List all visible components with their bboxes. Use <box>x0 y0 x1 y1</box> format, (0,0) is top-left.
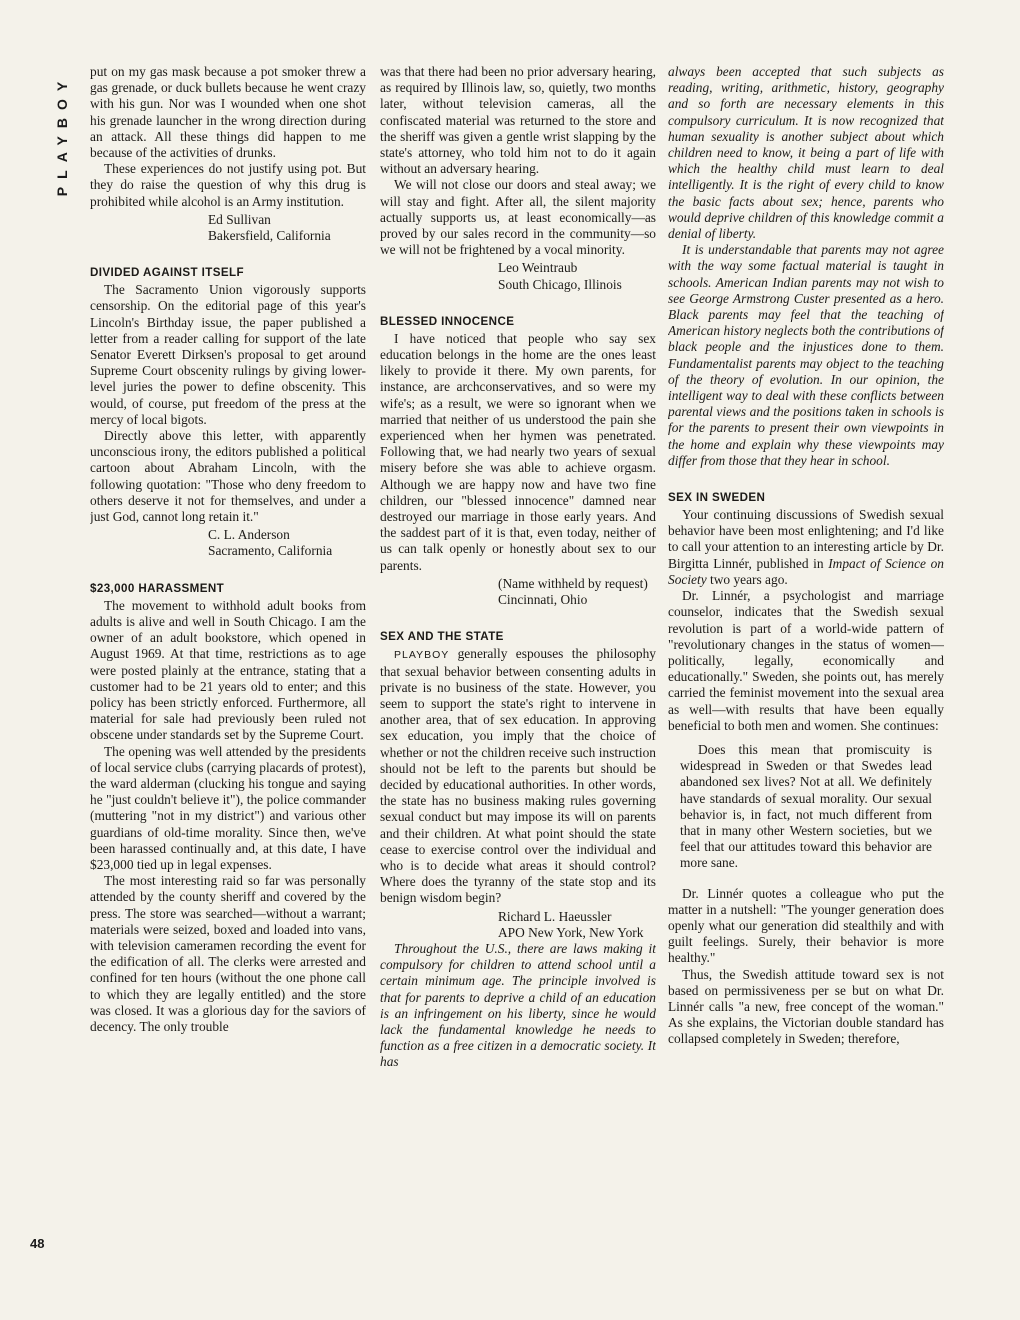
paragraph: The movement to withhold adult books from adults is alive and well in South Chicago. I am the owner of an adult bookstore, which opened in August 1969. At that time, restrictions as to age were posted plainly at the entrance, stating that a customer had to be 21 years old to enter; and this policy has been strictly enforced. Furthermore, all material for sale had previously been ruled not obscene under standards set by the Supreme Court. <box>90 597 366 743</box>
signature-place: Cincinnati, Ohio <box>498 592 588 608</box>
paragraph: put on my gas mask because a pot smoker threw a gas grenade, or duck bullets because he went crazy with his gun. Nor was I wounded when one shot his grenade launcher in the wrong direction during an attack. All these things did happen to me because of the activities of drunks. <box>90 64 366 161</box>
editor-reply: Throughout the U.S., there are laws making it compulsory for children to attend school until a certain minimum age. The principle involved is that for parents to deprive a child of an education is an infringement on his liberty, since he would lack the fundamental knowledge he needs to function as a free citizen in a democratic society. It has <box>380 940 656 1070</box>
signature-name: C. L. Anderson <box>208 527 290 543</box>
paragraph: Dr. Linnér, a psychologist and marriage counselor, indicates that the Swedish sexual revolution is part of a world-wide pattern of "revolutionary changes in the status of women—politically, legally, economically and educationally." Sweden, she points out, has merely carried the feminist movement into the sexual area as well—with results that have been equally beneficial to both men and women. She continues: <box>668 588 944 733</box>
signature-name: Ed Sullivan <box>208 211 271 227</box>
paragraph <box>668 507 944 588</box>
column-3 <box>668 64 944 1264</box>
paragraph-text: two years ago. <box>706 571 788 587</box>
paragraph-text: Your continuing discussions of Swedish sexual behavior have been most enlightening; and I'd like to call your attention to an interesting article by Dr. Birgitta Linnér, published in <box>668 507 944 571</box>
signature-name: Leo Weintraub <box>498 260 578 276</box>
section-heading: SEX AND THE STATE <box>380 630 504 644</box>
section-heading: $23,000 HARASSMENT <box>90 581 225 595</box>
editor-reply: It is understandable that parents may not agree with the way some factual material is taught in schools. American Indian parents may not wish to see George Armstrong Custer presented as a hero. Black parents may feel that the teaching of American history neglects both the contributions of black people and the injustices done to them. Fundamentalist parents may object to the teaching of the theory of evolution. In our opinion, the intelligent way to deal with these conflicts between parental views and the positions taken in schools is for the parents to present their own viewpoints in the home and explain why these viewpoints may differ from those that they hear in school. <box>668 242 944 468</box>
paragraph: The Sacramento Union vigorously supports censorship. On the editorial page of this year's Lincoln's Birthday issue, the paper published a letter from a reader calling for support of the late Senator Everett Dirksen's proposal to get around Supreme Court obscenity rulings by giving lower-level juries the power to define obscenity. This would, of course, put freedom of the press at the mercy of local bigots. <box>90 282 366 427</box>
paragraph: Directly above this letter, with apparently unconscious irony, the editors published a political cartoon about Abraham Lincoln, with the following quotation: "Those who deny freedom to others deserve it not for themselves, and under a just God, cannot long retain it." <box>90 428 366 525</box>
column-1 <box>90 64 366 1264</box>
paragraph: These experiences do not justify using pot. But they do raise the question of why this drug is prohibited while alcohol is an Army institution. <box>90 161 366 209</box>
section-heading: SEX IN SWEDEN <box>668 491 766 505</box>
magazine-name: PLAYBOY <box>54 73 71 197</box>
signature-place: APO New York, New York <box>498 924 644 940</box>
paragraph: I have noticed that people who say sex education belongs in the home are the ones least likely to provide it there. My own parents, for instance, are archconservatives, and so were my wife's; as a result, we were so ignorant when we married that neither of us understood the pain she experienced when her hymen was penetrated. Following that, we had nearly two years of sexual misery before she was able to achieve orgasm. Although we are happy now and have two fine children, our "blessed innocence" damned near destroyed our marriage in those early years. And the saddest part of it is that, even today, neither of us can talk openly or honestly about sex to our parents. <box>380 330 656 573</box>
signature-place: Sacramento, California <box>208 543 333 559</box>
paragraph: We will not close our doors and steal away; we will stay and fight. After all, the silent majority actually supports us, at least economically—as proved by our sales record in the community—so we will not be frightened by a vocal minority. <box>380 177 656 258</box>
signature-place: South Chicago, Illinois <box>498 276 622 292</box>
section-heading: BLESSED INNOCENCE <box>380 314 515 328</box>
column-2 <box>380 64 656 1264</box>
signature-place: Bakersfield, California <box>208 228 331 244</box>
paragraph: The opening was well attended by the presidents of local service clubs (carrying placards of protest), the ward alderman (clucking his tongue and saying he "just couldn't believe it"), the police commander (muttering "not in my district") and various other guardians of old-time morality. Since then, we've been harassed continually and, at this date, I have $23,000 tied up in legal expenses. <box>90 743 366 872</box>
editor-reply: always been accepted that such subjects as reading, writing, arithmetic, history, geography and so forth are necessary elements in this compulsory curriculum. It is now recognized that human sexuality is another subject about which children need to know, it being a part of life with which the healthy child must learn to deal intelligently. It is the right of every child to know the basic facts about sex; hence, parents who would deprive children of this knowledge commit a denial of liberty. <box>668 64 944 242</box>
signature-name: (Name withheld by request) <box>498 575 648 591</box>
playboy-smallcaps: PLAYBOY <box>394 649 450 662</box>
paragraph: was that there had been no prior adversary hearing, as required by Illinois law, so, quietly, two months later, without television cameras, all the confiscated material was returned to the store and the sheriff was given a gentle wrist slapping by the state's attorney, who told him not to do it again without an adversary hearing. <box>380 64 656 177</box>
publication-title: Impact of Science on Society <box>668 555 944 587</box>
signature-name: Richard L. Haeussler <box>498 908 612 924</box>
paragraph <box>380 646 656 906</box>
section-heading: DIVIDED AGAINST ITSELF <box>90 266 244 280</box>
page-number: 48 <box>30 1236 45 1251</box>
running-head <box>52 60 72 210</box>
paragraph: The most interesting raid so far was personally attended by the county sheriff and covered by the press. The store was searched—without a warrant; materials were seized, boxed and loaded into vans, with television cameramen recording the event for the edification of all. The clerks were arrested and confined for ten hours (without the one phone call to which they are legally entitled) and the store was closed. It was a glorious day for the saviors of decency. The only trouble <box>90 873 366 1034</box>
paragraph-text: generally espouses the philosophy that sexual behavior between consenting adults in private is no business of the state. However, you seem to support the state's right to intervene in another area, that of sex education. In approving sex education, you imply that the choice of whether or not the children receive such instruction should not be left to the parents but should be decided by educational authorities. In other words, the state has no business making rules governing sexual conduct but may impose its will on parents and their children. At what point should the state cease to exercise control over the individual and who is to decide what areas it should control? Where does the tyranny of the state stop and its benign wisdom begin? <box>380 646 656 906</box>
paragraph: Thus, the Swedish attitude toward sex is not based on permissiveness per se but on what Dr. Linnér calls "a new, free concept of the woman." As she explains, the Victorian double standard has collapsed completely in Sweden; therefore, <box>668 966 944 1047</box>
paragraph: Dr. Linnér quotes a colleague who put the matter in a nutshell: "The younger generation does openly what our generation did stealthily and with guilt feelings. Surely, their behavior is more healthy." <box>668 885 944 966</box>
block-quote: Does this mean that promiscuity is widespread in Sweden or that Swedes lead abandoned sex lives? Not at all. We definitely have standards of sexual morality. Our sexual behavior is, in fact, not much different from that in many other Western societies, but we feel that our attitudes toward this behavior are more sane. <box>680 741 932 871</box>
